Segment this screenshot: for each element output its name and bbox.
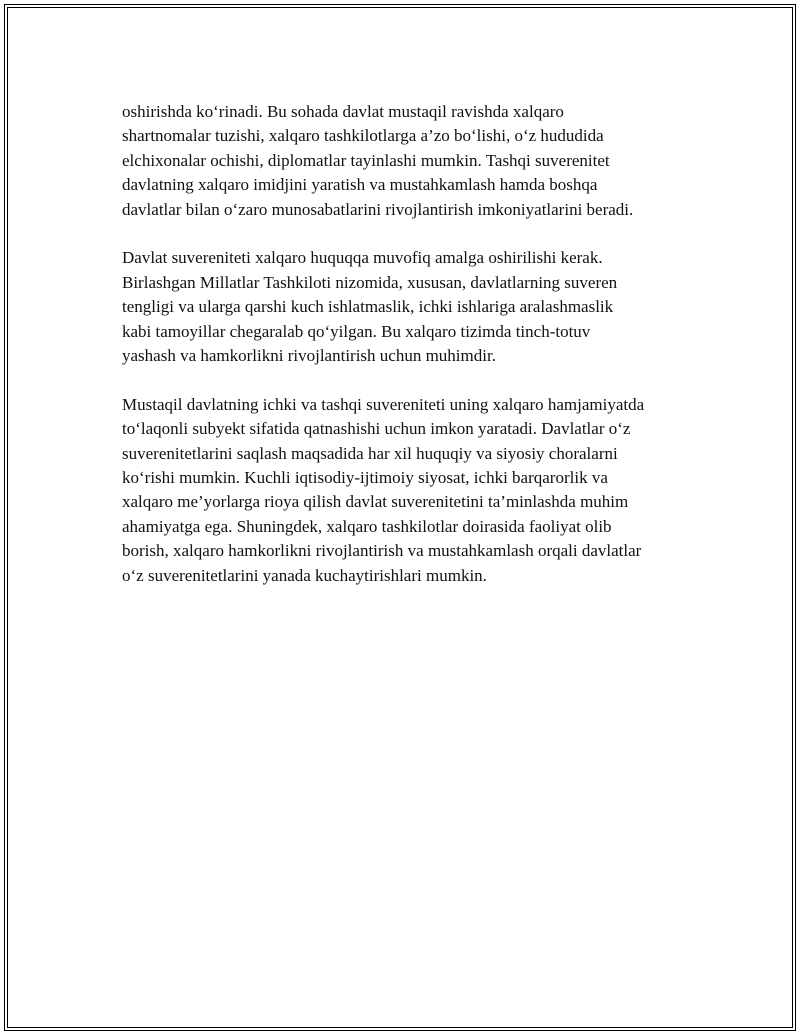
text-line: ko‘rishi mumkin. Kuchli iqtisodiy-ijtimoiy siyosat, ichki barqarorlik va [122,468,608,488]
text-line: to‘laqonli subyekt sifatida qatnashishi uchun imkon yaratadi. Davlatlar o‘z [122,419,631,439]
text-line: ahamiyatga ega. Shuningdek, xalqaro tashkilotlar doirasida faoliyat olib [122,516,612,536]
text-line: elchixonalar ochishi, diplomatlar tayinlashi mumkin. Tashqi suverenitet [122,150,610,170]
text-line: borish, xalqaro hamkorlikni rivojlantirish va mustahkamlash orqali davlatlar [122,541,642,561]
paragraph-3 [122,393,712,588]
text-line: davlatning xalqaro imidjini yaratish va mustahkamlash hamda boshqa [122,175,598,195]
text-line: shartnomalar tuzishi, xalqaro tashkilotlarga a’zo bo‘lishi, o‘z hududida [122,126,604,146]
text-line: Birlashgan Millatlar Tashkiloti nizomida, xususan, davlatlarning suveren [122,272,618,292]
page-frame [4,4,796,1031]
text-line: Davlat suvereniteti xalqaro huquqqa muvofiq amalga oshirilishi kerak. [122,248,603,268]
paragraph-2 [122,246,712,368]
paragraph-1 [122,100,712,222]
text-line: o‘z suverenitetlarini yanada kuchaytirishlari mumkin. [122,565,487,585]
text-line: Mustaqil davlatning ichki va tashqi suvereniteti uning xalqaro hamjamiyatda [122,394,645,414]
text-line: xalqaro me’yorlarga rioya qilish davlat suverenitetini ta’minlashda muhim [122,492,629,512]
text-line: yashash va hamkorlikni rivojlantirish uchun muhimdir. [122,346,496,366]
document-body [122,100,712,612]
text-line: davlatlar bilan o‘zaro munosabatlarini rivojlantirish imkoniyatlarini beradi. [122,199,634,219]
text-line: oshirishda ko‘rinadi. Bu sohada davlat mustaqil ravishda xalqaro [122,102,564,121]
text-line: kabi tamoyillar chegaralab qo‘yilgan. Bu xalqaro tizimda tinch-totuv [122,321,591,341]
text-line: tengligi va ularga qarshi kuch ishlatmaslik, ichki ishlariga aralashmaslik [122,297,614,317]
text-line: suverenitetlarini saqlash maqsadida har xil huquqiy va siyosiy choralarni [122,443,618,463]
